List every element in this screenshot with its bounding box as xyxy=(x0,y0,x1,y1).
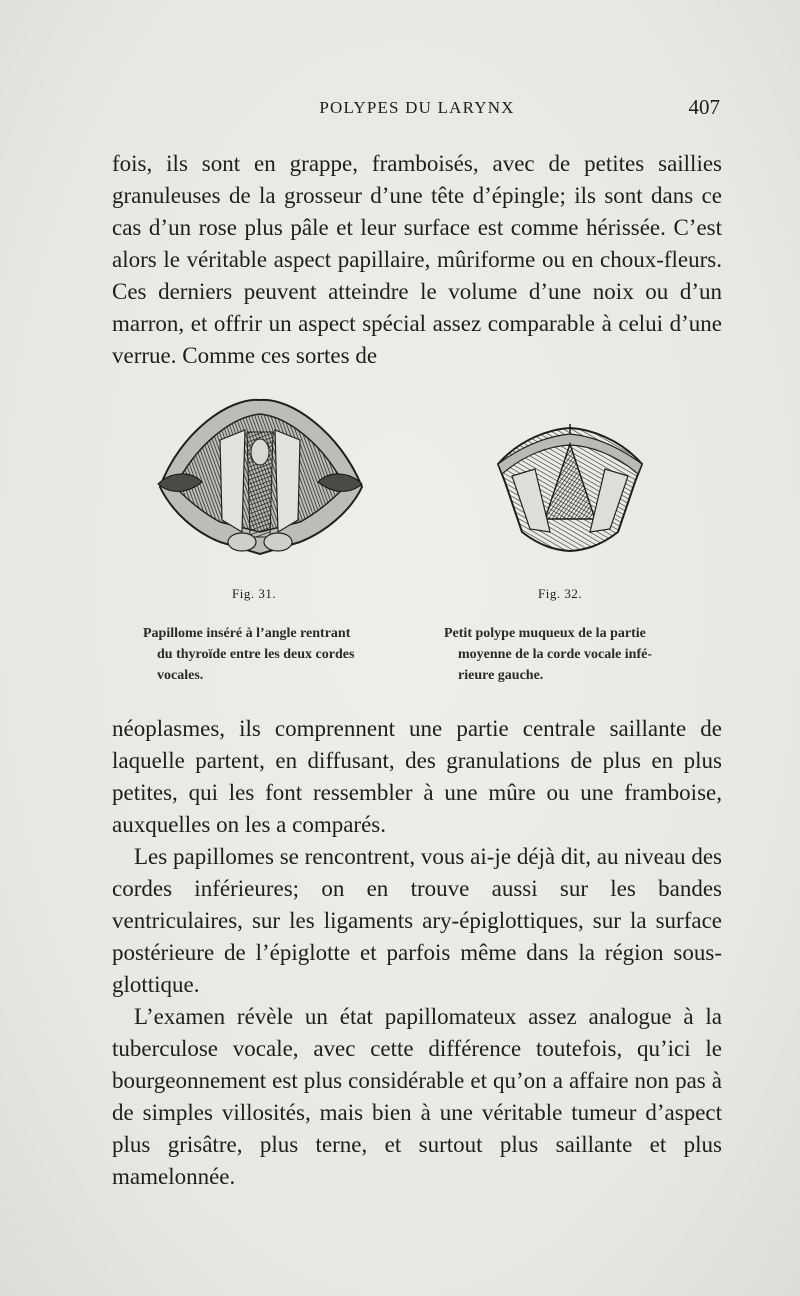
figure-31-illustration xyxy=(150,392,370,562)
paragraph: néoplasmes, ils comprennent une partie centrale saillante de laquelle partent, en diffusant, des granulations de plus en plus petites, qui les font ressembler à une mûre ou une framboise, auxquelles on les a comparés. xyxy=(112,716,722,837)
paragraphs-bottom xyxy=(112,713,722,1193)
figure-32-caption xyxy=(444,623,719,686)
running-head xyxy=(112,95,722,126)
caption-line: Petit polype muqueux de la partie xyxy=(444,626,646,641)
caption-line: vocales. xyxy=(157,668,204,683)
caption-line: rieure gauche. xyxy=(458,668,544,683)
caption-line: moyenne de la corde vocale infé- xyxy=(458,647,653,662)
caption-line: du thyroïde entre les deux cordes xyxy=(157,647,355,662)
figure-32-label: Fig. 32. xyxy=(538,586,583,601)
paragraph: fois, ils sont en grappe, framboisés, avec de petites saillies granuleuses de la grosseur d’une tête d’épingle; ils sont dans ce cas d’un rose plus pâle et leur surface est comme hérissée. C’est alors le véritable aspect papillaire, mûriforme ou en choux-fleurs. Ces derniers peuvent atteindre le volume d’une noix ou d’un marron, et offrir un aspect spécial assez comparable à celui d’une verrue. Comme ces sortes de xyxy=(112,151,722,368)
figure-31-label: Fig. 31. xyxy=(232,586,277,601)
paragraph-top xyxy=(112,148,722,372)
figure-32-illustration xyxy=(490,424,650,554)
paragraph: L’examen révèle un état papillomateux assez analogue à la tuberculose vocale, avec cette différence toutefois, qu’ici le bourgeonnement est plus considérable et qu’on a affaire non pas à de simples villosités, mais bien à une véritable tumeur d’aspect plus grisâtre, plus terne, et surtout plus saillante et plus mamelonnée. xyxy=(112,1004,722,1189)
page-number: 407 xyxy=(688,95,720,119)
caption-line: Papillome inséré à l’angle rentrant xyxy=(143,626,351,641)
figure-31-caption xyxy=(143,623,393,686)
running-title: POLYPES DU LARYNX xyxy=(319,98,515,117)
paragraph: Les papillomes se rencontrent, vous ai-je déjà dit, au niveau des cordes inférieures; on en trouve aussi sur les bandes ventriculaires, sur les ligaments ary-épiglottiques, sur la surface postérieure de l’épiglotte et parfois même dans la région sous-glottique. xyxy=(112,844,722,997)
